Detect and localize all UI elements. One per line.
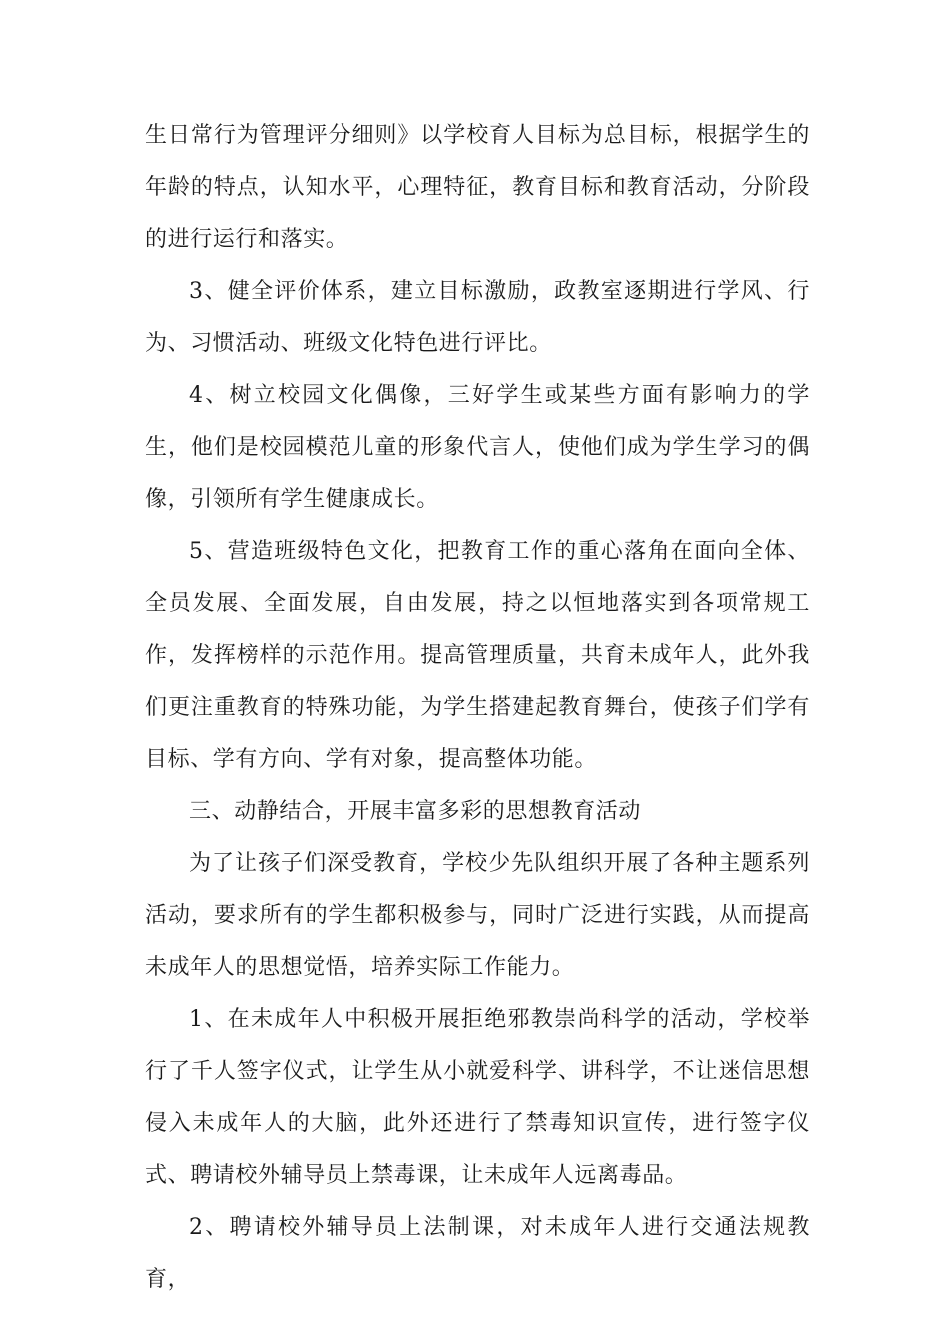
- paragraph-intro: 为了让孩子们深受教育，学校少先队组织开展了各种主题系列活动，要求所有的学生都积极参与，同时广泛进行实践，从而提高未成年人的思想觉悟，培养实际工作能力。: [145, 851, 810, 980]
- paragraph-activity-2: 2、聘请校外辅导员上法制课，对未成年人进行交通法规教育，: [145, 1215, 810, 1292]
- paragraph-item-3: 3、健全评价体系，建立目标激励，政教室逐期进行学风、行为、习惯活动、班级文化特色进行评比。: [145, 279, 810, 356]
- paragraph-activity-1: 1、在未成年人中积极开展拒绝邪教崇尚科学的活动，学校举行了千人签字仪式，让学生从小就爱科学、讲科学，不让迷信思想侵入未成年人的大脑，此外还进行了禁毒知识宣传，进行签字仪式、聘请校外辅导员上禁毒课，让未成年人远离毒品。: [145, 1007, 810, 1188]
- paragraph-item-4: 4、树立校园文化偶像，三好学生或某些方面有影响力的学生，他们是校园模范儿童的形象代言人，使他们成为学生学习的偶像，引领所有学生健康成长。: [145, 383, 810, 512]
- paragraph-continuation: 生日常行为管理评分细则》以学校育人目标为总目标，根据学生的年龄的特点，认知水平，心理特征，教育目标和教育活动，分阶段的进行运行和落实。: [145, 123, 810, 252]
- section-heading-3: 三、动静结合，开展丰富多彩的思想教育活动: [189, 799, 642, 824]
- document-body: [145, 110, 810, 1306]
- paragraph-item-5: 5、营造班级特色文化，把教育工作的重心落角在面向全体、全员发展、全面发展，自由发展，持之以恒地落实到各项常规工作，发挥榜样的示范作用。提高管理质量，共育未成年人，此外我们更注重教育的特殊功能，为学生搭建起教育舞台，使孩子们学有目标、学有方向、学有对象，提高整体功能。: [145, 539, 810, 772]
